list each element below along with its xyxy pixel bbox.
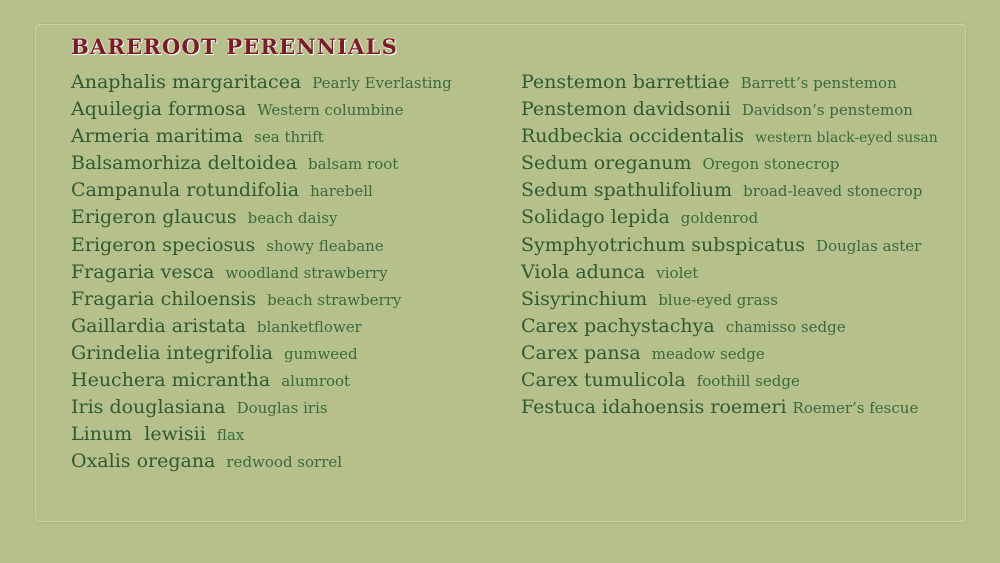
list-item <box>521 259 938 286</box>
scientific-name: Carex tumulicola <box>521 369 686 392</box>
list-item <box>521 204 938 231</box>
list-item <box>71 177 452 204</box>
list-item <box>71 286 452 313</box>
plant-list-left <box>71 69 452 475</box>
list-item <box>71 313 452 340</box>
list-item <box>521 367 938 394</box>
list-item <box>521 69 938 96</box>
scientific-name: Erigeron glaucus <box>71 206 237 229</box>
list-item <box>71 394 452 421</box>
scientific-name: Iris douglasiana <box>71 396 226 419</box>
scientific-name: Rudbeckia occidentalis <box>521 125 745 148</box>
scientific-name: Armeria maritima <box>71 125 244 148</box>
common-name: beach strawberry <box>267 290 402 309</box>
list-item <box>71 448 452 475</box>
common-name: Davidson’s penstemon <box>741 101 913 120</box>
list-item <box>521 177 938 204</box>
scientific-name: Balsamorhiza deltoidea <box>71 152 298 175</box>
list-item <box>521 313 938 340</box>
common-name: alumroot <box>281 372 351 391</box>
list-item <box>71 421 452 448</box>
list-item <box>521 96 938 123</box>
list-item <box>71 367 452 394</box>
list-item <box>71 204 452 231</box>
common-name: blue-eyed grass <box>658 290 778 309</box>
list-item <box>521 123 938 150</box>
scientific-name: Grindelia integrifolia <box>71 341 273 364</box>
scientific-name: Aquilegia formosa <box>71 98 247 121</box>
scientific-name: Penstemon barrettiae <box>521 71 730 93</box>
scientific-name: Anaphalis margaritacea <box>71 71 302 93</box>
common-name: violet <box>656 263 699 282</box>
scientific-name: Sedum oreganum <box>521 152 692 175</box>
scientific-name: Fragaria chiloensis <box>71 287 257 310</box>
list-item <box>521 232 938 259</box>
common-name: Douglas aster <box>816 236 922 255</box>
list-item <box>71 340 452 367</box>
scientific-name: Linum lewisii <box>71 423 206 446</box>
list-item <box>71 96 452 123</box>
scientific-name: Festuca idahoensis roemeri <box>521 396 787 419</box>
common-name: beach daisy <box>247 209 338 228</box>
common-name: Barrett’s penstemon <box>740 74 897 92</box>
common-name: woodland strawberry <box>225 263 388 282</box>
scientific-name: Heuchera micrantha <box>71 369 271 392</box>
common-name: flax <box>216 426 245 445</box>
plant-list-right <box>521 69 938 421</box>
scientific-name: Fragaria vesca <box>71 260 215 283</box>
common-name: harebell <box>310 182 373 201</box>
list-item <box>71 150 452 177</box>
scientific-name: Carex pansa <box>521 341 641 364</box>
list-item <box>521 340 938 367</box>
list-item <box>521 150 938 177</box>
common-name: western black-eyed susan <box>755 130 938 147</box>
common-name: Oregon stonecrop <box>702 155 840 174</box>
common-name: Douglas iris <box>236 399 328 418</box>
common-name: chamisso sedge <box>725 317 846 336</box>
list-item <box>521 394 938 421</box>
common-name: showy fleabane <box>266 236 384 255</box>
scientific-name: Gaillardia aristata <box>71 314 246 337</box>
common-name: Western columbine <box>257 101 404 120</box>
list-item <box>71 69 452 96</box>
scientific-name: Oxalis oregana <box>71 450 216 473</box>
common-name: sea thrift <box>254 128 324 147</box>
common-name: meadow sedge <box>651 344 765 363</box>
list-item <box>521 286 938 313</box>
page-title: BAREROOT PERENNIALS <box>71 34 398 59</box>
common-name: balsam root <box>308 155 399 174</box>
list-item <box>71 123 452 150</box>
scientific-name: Carex pachystachya <box>521 314 715 337</box>
scientific-name: Solidago lepida <box>521 206 670 229</box>
common-name: Pearly Everlasting <box>312 74 452 92</box>
common-name: goldenrod <box>680 209 759 228</box>
list-item <box>71 232 452 259</box>
scientific-name: Erigeron speciosus <box>71 233 256 256</box>
common-name: foothill sedge <box>696 372 800 391</box>
scientific-name: Campanula rotundifolia <box>71 179 300 202</box>
common-name: Roemer’s fescue <box>792 399 919 418</box>
common-name: gumweed <box>283 344 358 363</box>
common-name: blanketflower <box>256 317 362 336</box>
scientific-name: Sedum spathulifolium <box>521 179 733 202</box>
scientific-name: Viola adunca <box>521 260 646 283</box>
list-item <box>71 259 452 286</box>
common-name: redwood sorrel <box>226 453 343 472</box>
scientific-name: Sisyrinchium <box>521 287 648 310</box>
common-name: broad-leaved stonecrop <box>743 182 923 201</box>
scientific-name: Symphyotrichum subspicatus <box>521 233 806 256</box>
scientific-name: Penstemon davidsonii <box>521 98 731 121</box>
